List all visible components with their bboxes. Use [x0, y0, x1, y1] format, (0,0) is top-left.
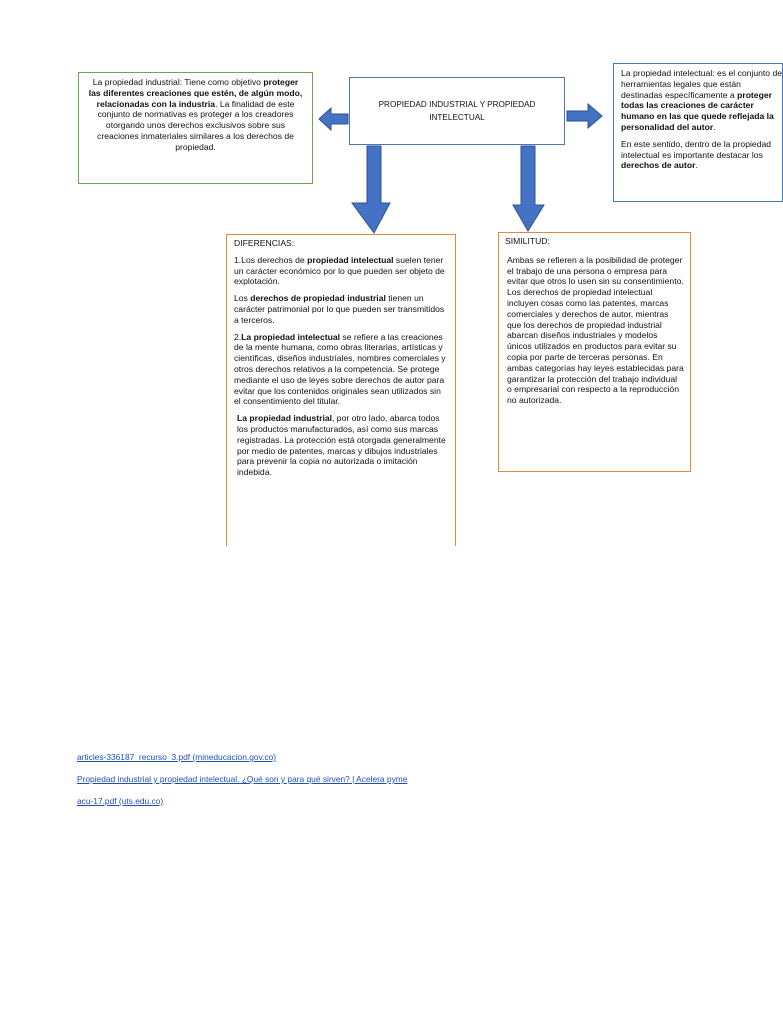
industrial-property-intro: La propiedad industrial: Tiene como objetivo — [92, 77, 264, 87]
difference-1b-bold: derechos de propiedad industrial — [250, 293, 386, 304]
difference-2b — [234, 413, 448, 478]
intellectual-property-intro: La propiedad intelectual: es el conjunto de herramientas legales que están destinadas específicamente a — [621, 68, 783, 100]
differences-heading: DIFERENCIAS: — [234, 238, 295, 248]
industrial-property-bold: proteger las diferentes creaciones que estén, de algún modo, relacionadas con la industria — [88, 77, 303, 109]
references-list — [77, 752, 407, 818]
difference-2a-number: 2. — [234, 331, 242, 342]
difference-2a — [234, 332, 448, 408]
difference-1b-text: Los — [234, 293, 251, 304]
difference-2a-rest: se refiere a las creaciones de la mente humana, como obras literarias, artísticas y científicas, diseños industriales, nombres comerciales y otros derechos relativos a la competencia. Se protege mediante el uso de leyes sobre derechos de autor para evitar que los contenidos originales sean utilizados sin el consentimiento del titular. — [234, 331, 446, 407]
arrow-down-differences-icon — [350, 145, 392, 235]
central-concept-title: PROPIEDAD INDUSTRIAL Y PROPIEDAD INTELECTUAL — [378, 100, 536, 122]
difference-2b-bold: La propiedad industrial — [237, 413, 333, 424]
difference-2a-bold: La propiedad intelectual — [241, 331, 341, 342]
reference-link-mineducacion[interactable]: articles-336187_recurso_3.pdf (mineducacion.gov.co) — [77, 752, 277, 762]
difference-1a — [234, 255, 448, 287]
arrow-down-similarity-icon — [512, 145, 546, 233]
difference-1b-rest: tienen un carácter patrimonial por lo que pueden ser transmitidos a terceros. — [234, 293, 445, 325]
difference-1b — [234, 293, 448, 325]
industrial-property-box — [78, 72, 313, 184]
reference-link-acelera-pyme[interactable]: Propiedad industrial y propiedad intelectual. ¿Qué son y para qué sirven? | Acelera pyme — [77, 774, 408, 784]
central-concept-box — [349, 77, 565, 145]
intellectual-property-end: . — [713, 121, 716, 132]
similarity-text: Ambas se refieren a la posibilidad de proteger el trabajo de una persona o empresa para evitar que otros lo usen sin su consentimiento. Los derechos de propiedad intelectual incluyen cosas como las patentes, marcas comerciales y derechos de autor, mientras que los derechos de propiedad industrial abarcan diseños industriales y modelos únicos utilizados en productos para evitar su copia por parte de terceras personas. En ambas categorías hay leyes establecidas para garantizar la protección del trabajo individual o empresarial con respecto a la reproducción no autorizada. — [507, 254, 684, 406]
differences-box — [226, 234, 456, 546]
similarity-heading: SIMILITUD: — [505, 236, 550, 246]
intellectual-property-text-2 — [621, 139, 782, 171]
arrow-right-icon — [566, 102, 604, 130]
intellectual-property-text — [621, 68, 782, 133]
intellectual-property-period: . — [695, 160, 698, 171]
reference-link-uts[interactable]: acu-17.pdf (uts.edu.co) — [77, 796, 164, 806]
intellectual-property-box — [613, 63, 783, 202]
industrial-property-text — [86, 77, 305, 153]
intellectual-property-bold: proteger todas las creaciones de carácter humano en las que quede reflejada la personalidad del autor — [621, 89, 774, 132]
difference-1a-rest: suelen tener un carácter económico por lo que pueden ser objeto de explotación. — [234, 254, 445, 287]
similarity-box — [498, 232, 691, 472]
intellectual-property-sentence: En este sentido, dentro de la propiedad intelectual es importante destacar los — [621, 138, 772, 160]
difference-2b-rest: , por otro lado, abarca todos los productos manufacturados, así como sus marcas registradas. La protección está otorgada generalmente por medio de patentes, marcas y dibujos industriales para prevenir la copia no autorizada o imitación indebida. — [237, 413, 446, 478]
copyright-bold: derechos de autor — [621, 160, 696, 171]
difference-1a-text: 1.Los derechos de — [234, 254, 308, 265]
industrial-property-rest: . La finalidad de este conjunto de normativas es proteger a los creadores otorgando unos derechos exclusivos sobre sus creaciones inmateriales similares a los derechos de propiedad. — [97, 98, 295, 152]
difference-1a-bold: propiedad intelectual — [307, 254, 394, 265]
arrow-left-icon — [318, 106, 350, 132]
